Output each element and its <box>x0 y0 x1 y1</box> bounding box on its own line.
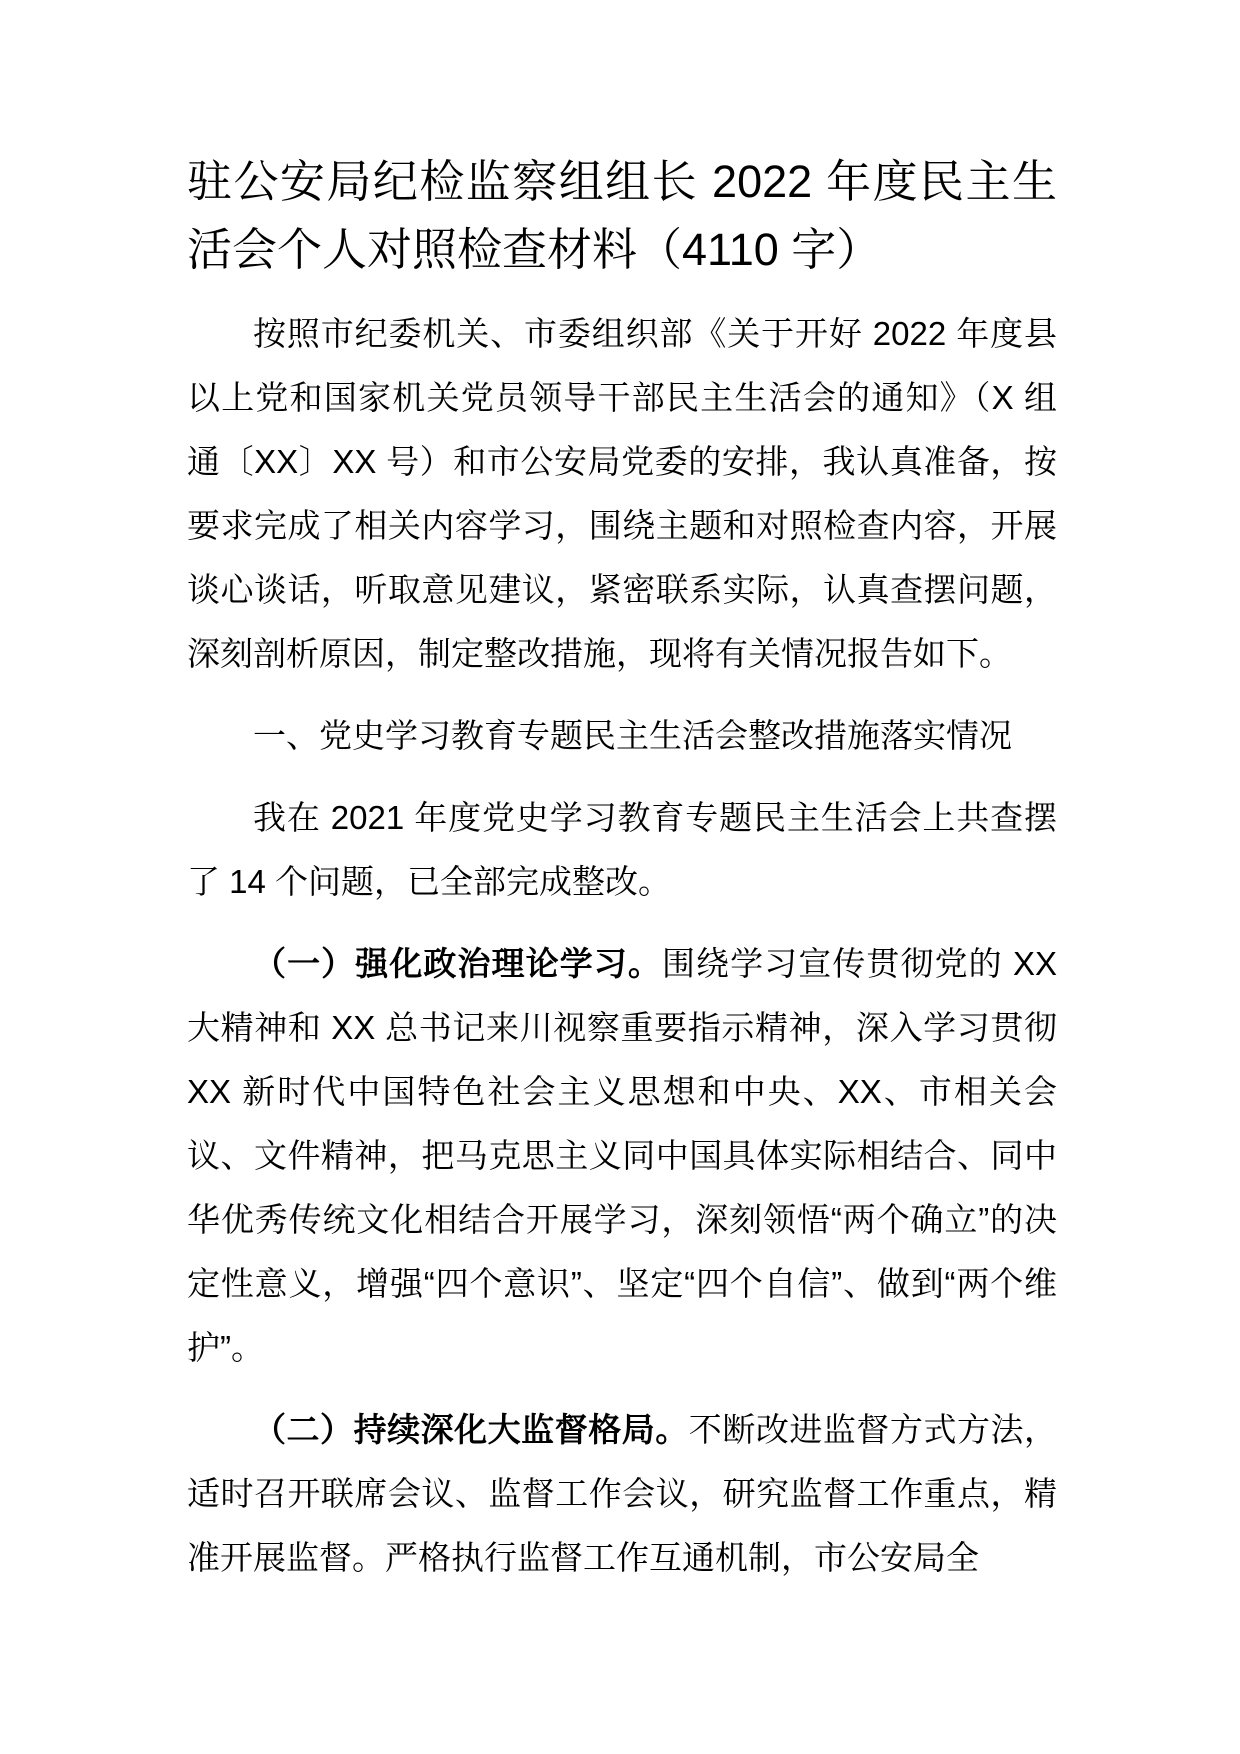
document-title: 驻公安局纪检监察组组长 2022 年度民主生活会个人对照检查材料（4110 字） <box>187 156 1057 275</box>
paragraph-item-1-text: 围绕学习宣传贯彻党的 XX 大精神和 XX 总书记来川视察重要指示精神，深入学习贯彻 XX 新时代中国特色社会主义思想和中央、XX、市相关会议、文件精神，把马克思主义同中国具体实际相结合、同中华优秀传统文化相结合开展学习，深刻领悟“两个确立”的决定性意义，增强“四个意识”、坚定“四个自信”、做到“两个维护”。 <box>187 945 1057 1366</box>
section-heading-1: 一、党史学习教育专题民主生活会整改措施落实情况 <box>253 717 1012 754</box>
paragraph-item-1 <box>187 932 1057 1380</box>
paragraph-item-2-lead: （二）持续深化大监督格局。 <box>253 1411 689 1448</box>
paragraph-rectification-summary: 我在 2021 年度党史学习教育专题民主生活会上共查摆了 14 个问题，已全部完成整改。 <box>187 799 1057 900</box>
paragraph-intro: 按照市纪委机关、市委组织部《关于开好 2022 年度县以上党和国家机关党员领导干部民主生活会的通知》（X 组通〔XX〕XX 号）和市公安局党委的安排，我认真准备，按要求完成了相关内容学习，围绕主题和对照检查内容，开展谈心谈话，听取意见建议，紧密联系实际，认真查摆问题，深刻剖析原因，制定整改措施，现将有关情况报告如下。 <box>187 315 1057 672</box>
paragraph-item-2-text: 不断改进监督方式方法，适时召开联席会议、监督工作会议，研究监督工作重点，精准开展监督。严格执行监督工作互通机制，市公安局全 <box>187 1411 1058 1576</box>
paragraph-item-2 <box>187 1398 1057 1590</box>
paragraph-item-1-lead: （一）强化政治理论学习。 <box>253 945 662 982</box>
